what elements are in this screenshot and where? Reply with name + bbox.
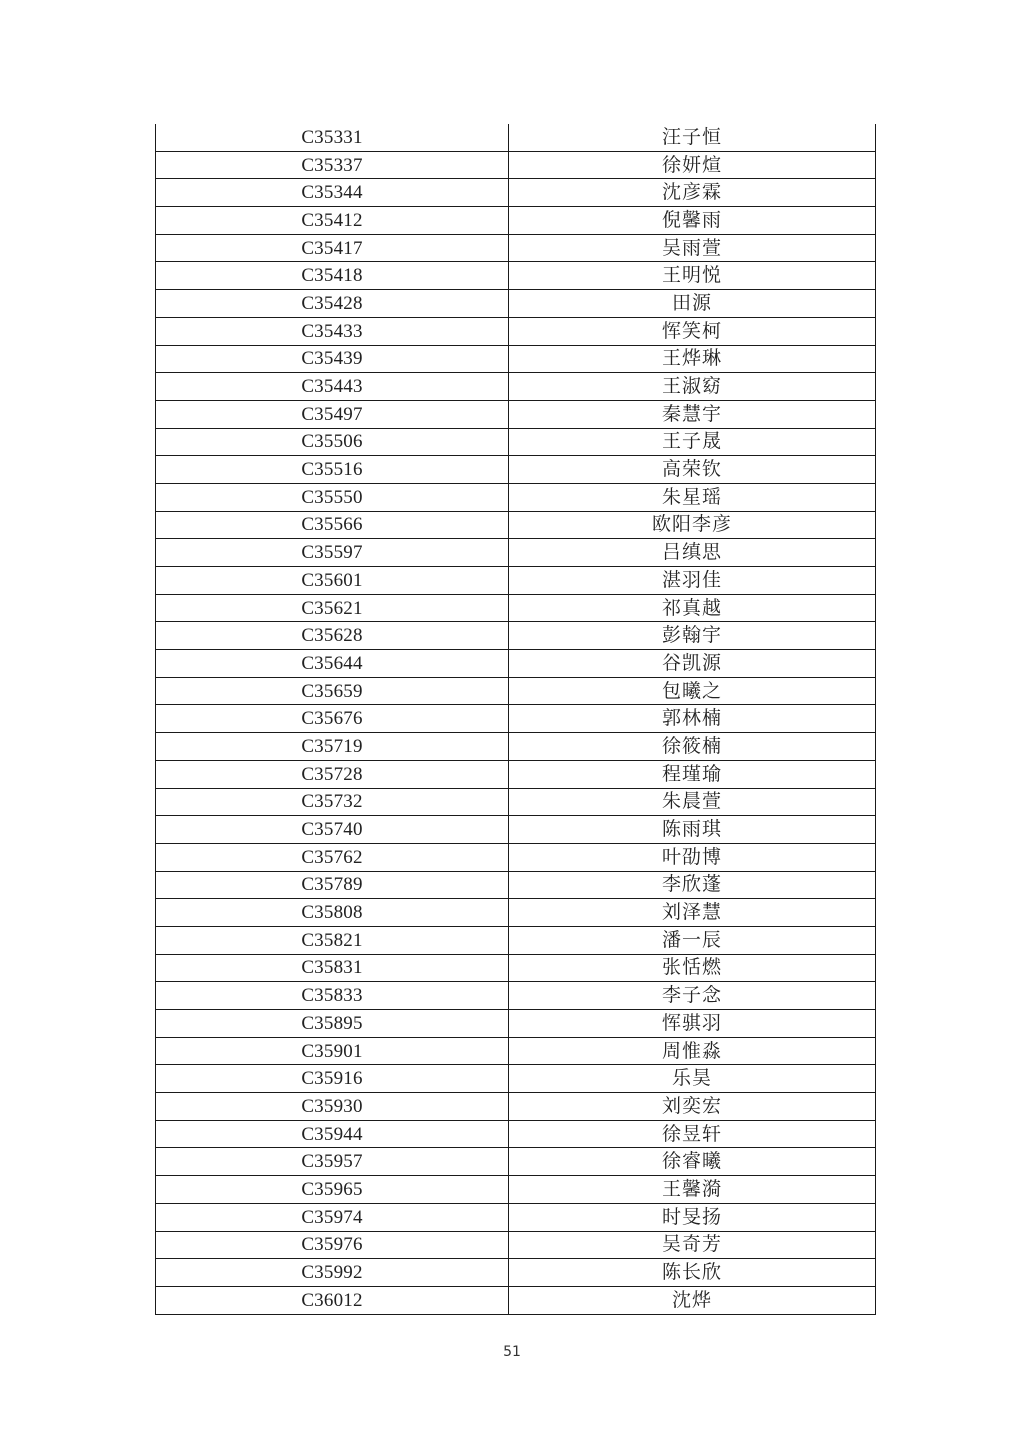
table-row bbox=[156, 456, 876, 484]
table-row bbox=[156, 1176, 876, 1204]
candidate-id-cell: C35497 bbox=[156, 400, 509, 428]
candidate-name-cell: 徐筱楠 bbox=[509, 733, 876, 761]
candidate-name-cell: 朱星瑶 bbox=[509, 483, 876, 511]
candidate-id-cell: C35808 bbox=[156, 899, 509, 927]
candidate-name-cell: 王明悦 bbox=[509, 262, 876, 290]
table-row bbox=[156, 262, 876, 290]
candidate-id-cell: C35831 bbox=[156, 954, 509, 982]
candidate-id-cell: C35506 bbox=[156, 428, 509, 456]
candidate-id-cell: C35566 bbox=[156, 511, 509, 539]
candidate-id-cell: C35550 bbox=[156, 483, 509, 511]
candidate-name-cell: 汪子恒 bbox=[509, 124, 876, 151]
candidate-id-cell: C35974 bbox=[156, 1203, 509, 1231]
candidate-name-cell: 郭林楠 bbox=[509, 705, 876, 733]
candidate-id-cell: C35976 bbox=[156, 1231, 509, 1259]
candidate-id-cell: C35992 bbox=[156, 1259, 509, 1287]
candidate-name-cell: 吴雨萱 bbox=[509, 234, 876, 262]
table-row bbox=[156, 179, 876, 207]
candidate-id-cell: C35659 bbox=[156, 677, 509, 705]
table-row bbox=[156, 428, 876, 456]
table-row bbox=[156, 1065, 876, 1093]
candidate-id-cell: C35331 bbox=[156, 124, 509, 151]
table-row bbox=[156, 400, 876, 428]
table-row bbox=[156, 926, 876, 954]
candidate-id-cell: C35821 bbox=[156, 926, 509, 954]
candidate-name-cell: 欧阳李彦 bbox=[509, 511, 876, 539]
candidate-name-cell: 沈彦霖 bbox=[509, 179, 876, 207]
candidate-name-cell: 包曦之 bbox=[509, 677, 876, 705]
candidate-id-cell: C36012 bbox=[156, 1286, 509, 1314]
candidate-name-cell: 恽笑柯 bbox=[509, 317, 876, 345]
table-row bbox=[156, 511, 876, 539]
candidate-name-cell: 王馨漪 bbox=[509, 1176, 876, 1204]
candidate-id-cell: C35789 bbox=[156, 871, 509, 899]
table-row bbox=[156, 234, 876, 262]
candidate-id-cell: C35965 bbox=[156, 1176, 509, 1204]
candidate-name-cell: 刘泽慧 bbox=[509, 899, 876, 927]
table-row bbox=[156, 1148, 876, 1176]
table-row bbox=[156, 1231, 876, 1259]
candidate-id-cell: C35433 bbox=[156, 317, 509, 345]
table-row bbox=[156, 788, 876, 816]
table-row bbox=[156, 705, 876, 733]
candidate-id-cell: C35628 bbox=[156, 622, 509, 650]
candidate-id-cell: C35916 bbox=[156, 1065, 509, 1093]
candidate-id-cell: C35516 bbox=[156, 456, 509, 484]
table-row bbox=[156, 1203, 876, 1231]
candidate-name-cell: 周惟淼 bbox=[509, 1037, 876, 1065]
candidate-id-cell: C35719 bbox=[156, 733, 509, 761]
candidate-name-cell: 王子晟 bbox=[509, 428, 876, 456]
candidate-name-cell: 沈烨 bbox=[509, 1286, 876, 1314]
table-row bbox=[156, 1037, 876, 1065]
table-row bbox=[156, 1259, 876, 1287]
candidate-id-cell: C35740 bbox=[156, 816, 509, 844]
candidate-name-cell: 吴奇芳 bbox=[509, 1231, 876, 1259]
candidate-name-cell: 王淑窈 bbox=[509, 373, 876, 401]
candidate-name-cell: 陈长欣 bbox=[509, 1259, 876, 1287]
table-row bbox=[156, 650, 876, 678]
table-row bbox=[156, 1286, 876, 1314]
table-row bbox=[156, 567, 876, 595]
table-row bbox=[156, 539, 876, 567]
candidate-id-cell: C35930 bbox=[156, 1093, 509, 1121]
candidate-name-cell: 祁真越 bbox=[509, 594, 876, 622]
table-row bbox=[156, 954, 876, 982]
candidate-name-cell: 陈雨琪 bbox=[509, 816, 876, 844]
candidate-id-cell: C35443 bbox=[156, 373, 509, 401]
candidate-name-cell: 王烨琳 bbox=[509, 345, 876, 373]
candidate-name-cell: 湛羽佳 bbox=[509, 567, 876, 595]
roster-table bbox=[155, 124, 876, 1315]
candidate-id-cell: C35428 bbox=[156, 290, 509, 318]
candidate-id-cell: C35601 bbox=[156, 567, 509, 595]
candidate-name-cell: 叶劭博 bbox=[509, 843, 876, 871]
candidate-name-cell: 倪馨雨 bbox=[509, 207, 876, 235]
candidate-id-cell: C35344 bbox=[156, 179, 509, 207]
candidate-name-cell: 李子念 bbox=[509, 982, 876, 1010]
table-row bbox=[156, 760, 876, 788]
table-row bbox=[156, 345, 876, 373]
candidate-id-cell: C35644 bbox=[156, 650, 509, 678]
table-row bbox=[156, 899, 876, 927]
candidate-id-cell: C35597 bbox=[156, 539, 509, 567]
candidate-id-cell: C35944 bbox=[156, 1120, 509, 1148]
candidate-name-cell: 乐昊 bbox=[509, 1065, 876, 1093]
candidate-name-cell: 高荣钦 bbox=[509, 456, 876, 484]
table-row bbox=[156, 290, 876, 318]
candidate-id-cell: C35957 bbox=[156, 1148, 509, 1176]
table-row bbox=[156, 1093, 876, 1121]
candidate-id-cell: C35337 bbox=[156, 151, 509, 179]
candidate-id-cell: C35418 bbox=[156, 262, 509, 290]
table-row bbox=[156, 483, 876, 511]
candidate-id-cell: C35762 bbox=[156, 843, 509, 871]
candidate-name-cell: 潘一辰 bbox=[509, 926, 876, 954]
table-row bbox=[156, 151, 876, 179]
table-row bbox=[156, 871, 876, 899]
candidate-name-cell: 徐睿曦 bbox=[509, 1148, 876, 1176]
candidate-id-cell: C35417 bbox=[156, 234, 509, 262]
candidate-name-cell: 徐昱轩 bbox=[509, 1120, 876, 1148]
table-row bbox=[156, 677, 876, 705]
table-row bbox=[156, 373, 876, 401]
table-row bbox=[156, 124, 876, 151]
candidate-name-cell: 吕缜思 bbox=[509, 539, 876, 567]
candidate-name-cell: 田源 bbox=[509, 290, 876, 318]
candidate-name-cell: 程瑾瑜 bbox=[509, 760, 876, 788]
candidate-name-cell: 朱晨萱 bbox=[509, 788, 876, 816]
candidate-id-cell: C35833 bbox=[156, 982, 509, 1010]
candidate-id-cell: C35895 bbox=[156, 1010, 509, 1038]
candidate-name-cell: 彭翰宇 bbox=[509, 622, 876, 650]
candidate-name-cell: 秦慧宇 bbox=[509, 400, 876, 428]
candidate-name-cell: 徐妍煊 bbox=[509, 151, 876, 179]
candidate-id-cell: C35728 bbox=[156, 760, 509, 788]
roster-table-body bbox=[156, 124, 876, 1314]
candidate-name-cell: 时旻扬 bbox=[509, 1203, 876, 1231]
table-row bbox=[156, 207, 876, 235]
table-row bbox=[156, 317, 876, 345]
table-row bbox=[156, 1120, 876, 1148]
candidate-name-cell: 李欣蓬 bbox=[509, 871, 876, 899]
candidate-id-cell: C35732 bbox=[156, 788, 509, 816]
table-row bbox=[156, 622, 876, 650]
table-row bbox=[156, 1010, 876, 1038]
table-row bbox=[156, 733, 876, 761]
candidate-id-cell: C35676 bbox=[156, 705, 509, 733]
table-row bbox=[156, 982, 876, 1010]
candidate-name-cell: 张恬燃 bbox=[509, 954, 876, 982]
page-number: 51 bbox=[503, 1344, 521, 1360]
table-row bbox=[156, 816, 876, 844]
candidate-id-cell: C35621 bbox=[156, 594, 509, 622]
table-row bbox=[156, 594, 876, 622]
table-row bbox=[156, 843, 876, 871]
candidate-name-cell: 刘奕宏 bbox=[509, 1093, 876, 1121]
candidate-id-cell: C35439 bbox=[156, 345, 509, 373]
candidate-id-cell: C35901 bbox=[156, 1037, 509, 1065]
candidate-name-cell: 谷凯源 bbox=[509, 650, 876, 678]
candidate-name-cell: 恽骐羽 bbox=[509, 1010, 876, 1038]
candidate-id-cell: C35412 bbox=[156, 207, 509, 235]
